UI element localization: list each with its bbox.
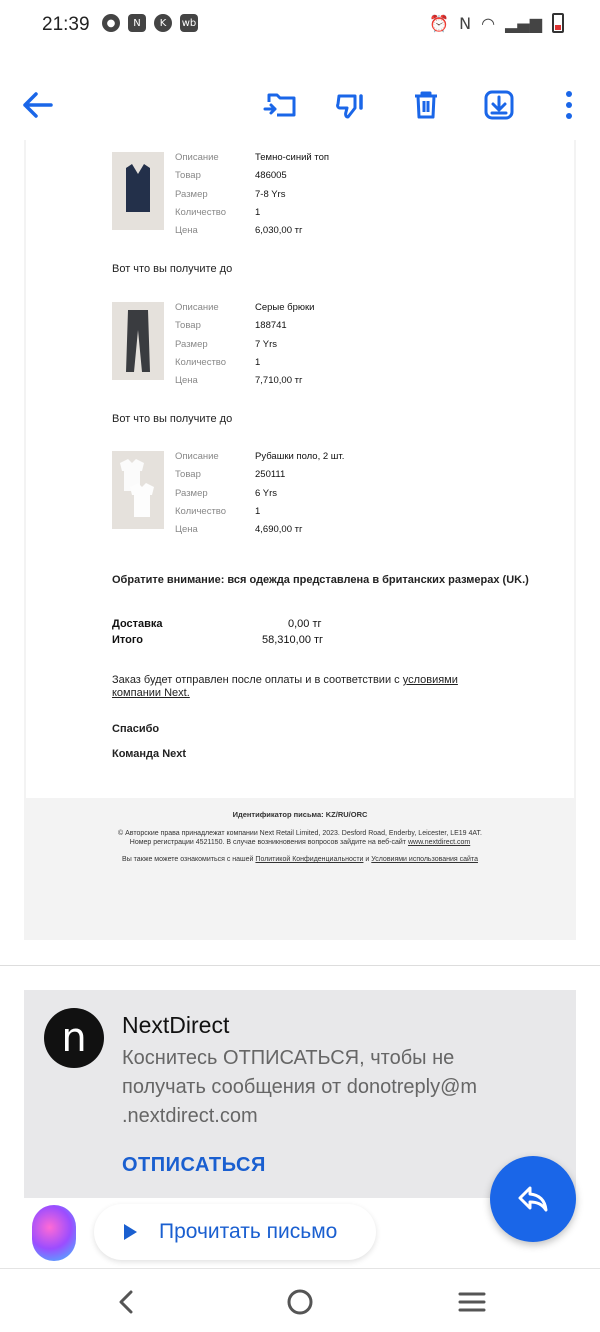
sender-name: NextDirect <box>122 1012 230 1038</box>
unsubscribe-button[interactable]: ОТПИСАТЬСЯ <box>122 1154 266 1176</box>
item-details: Описание Темно-синий топ Товар 486005 Размер 7-8 Yrs Количество 1 Цена 6,030,00 тг <box>175 152 329 243</box>
policy-text: Вы также можете ознакомиться с нашей Политикой Конфиденциальности и Условиями использования сайта <box>122 856 478 863</box>
spam-button[interactable] <box>328 82 374 128</box>
item-description: Рубашки поло, 2 шт. <box>255 451 345 462</box>
shipping-note: Заказ будет отправлен после оплаты и в соответствии с условиями компании Next. <box>112 674 458 699</box>
item-price: 7,710,00 тг <box>255 375 303 387</box>
delete-button[interactable] <box>403 82 449 128</box>
chat-icon: ● <box>102 14 120 32</box>
more-vertical-icon <box>565 90 573 120</box>
item-description: Темно-синий топ <box>255 152 330 163</box>
delivery-value: 0,00 тг <box>288 618 322 630</box>
trash-icon <box>412 90 440 120</box>
arrow-left-icon <box>22 91 54 119</box>
item-details: Описание Серые брюки Товар 188741 Размер 7 Yrs Количество 1 Цена 7,710,00 тг <box>175 302 315 393</box>
order-item <box>112 302 532 387</box>
system-icons <box>429 13 564 33</box>
website-link[interactable]: www.nextdirect.com <box>407 839 471 846</box>
signal-icon: ▂▄▆ <box>505 13 542 33</box>
move-button[interactable] <box>257 82 303 128</box>
item-description: Серые брюки <box>255 302 315 313</box>
product-image-top <box>112 152 164 230</box>
archive-button[interactable] <box>476 82 522 128</box>
item-sku: 250111 <box>255 469 286 481</box>
section-caption: Вот что вы получите до <box>112 263 233 275</box>
delivery-row <box>112 618 322 630</box>
total-row <box>112 634 324 646</box>
read-aloud-button[interactable] <box>94 1204 376 1260</box>
signature: Команда Next <box>112 748 187 760</box>
reply-icon <box>517 1185 549 1213</box>
nfc-icon: N <box>459 13 472 33</box>
back-button[interactable] <box>15 82 61 128</box>
divider <box>0 965 600 966</box>
read-aloud-label: Прочитать письмо <box>159 1220 338 1243</box>
copyright-text: © Авторские права принадлежат компании Next Retail Limited, 2023. Desford Road, Enderby, Leicester, LE19 4AT. <box>118 830 482 837</box>
unsubscribe-text: Коснитесь ОТПИСАТЬСЯ, чтобы не получать сообщения от donotreply@m .nextdirect.com <box>122 1047 478 1127</box>
thanks-text: Спасибо <box>112 723 160 735</box>
download-box-icon <box>483 89 515 121</box>
order-item <box>112 451 532 536</box>
item-size: 7 Yrs <box>255 338 278 350</box>
thumbs-down-icon <box>335 90 367 120</box>
email-content <box>26 140 574 798</box>
alarm-icon: ⏰ <box>429 13 450 33</box>
total-value: 58,310,00 тг <box>262 634 324 646</box>
system-nav-bar <box>0 1270 600 1332</box>
item-sku: 486005 <box>255 170 287 182</box>
email-body <box>24 140 576 940</box>
item-quantity: 1 <box>255 356 261 368</box>
item-quantity: 1 <box>255 505 261 517</box>
section-caption: Вот что вы получите до <box>112 413 233 425</box>
reply-button[interactable] <box>490 1156 576 1242</box>
app-icon: K <box>154 14 172 32</box>
privacy-policy-link[interactable]: Политикой Конфиденциальности <box>255 856 364 863</box>
order-item <box>112 152 532 237</box>
wb-icon: wb <box>180 14 198 32</box>
email-footer <box>24 810 576 864</box>
sender-avatar: n <box>44 1008 104 1068</box>
home-circle-icon <box>286 1288 314 1316</box>
product-image-trousers <box>112 302 164 380</box>
play-icon <box>124 1224 137 1240</box>
terms-of-use-link[interactable]: Условиями использования сайта <box>371 856 478 863</box>
item-price: 4,690,00 тг <box>255 524 303 536</box>
item-size: 6 Yrs <box>255 487 278 499</box>
registration-text: Номер регистрации 4521150. В случае возникновения вопросов зайдите на веб-сайт www.nextdirect.com <box>129 839 471 846</box>
status-bar <box>0 0 600 52</box>
item-details: Описание Рубашки поло, 2 шт. Товар 250111 Размер 6 Yrs Количество 1 Цена 4,690,00 тг <box>175 451 344 542</box>
nav-recents-button[interactable] <box>452 1282 492 1322</box>
item-size: 7-8 Yrs <box>255 188 286 200</box>
delivery-label: Доставка <box>112 618 163 630</box>
product-image-polo <box>112 451 164 529</box>
status-time: 21:39 <box>42 14 90 35</box>
nav-divider <box>0 1268 600 1269</box>
terms-link[interactable]: условиями компании Next. <box>112 674 458 699</box>
email-id: Идентификатор письма: KZ/RU/ORC <box>232 810 368 819</box>
total-label: Итого <box>112 634 144 646</box>
item-sku: 188741 <box>255 320 287 332</box>
nav-home-button[interactable] <box>280 1282 320 1322</box>
nav-back-button[interactable] <box>106 1282 146 1322</box>
more-menu-button[interactable] <box>546 82 592 128</box>
item-quantity: 1 <box>255 206 261 218</box>
unsubscribe-banner <box>24 990 576 1198</box>
move-folder-icon <box>263 90 297 120</box>
sizing-notice: Обратите внимание: вся одежда представлена в британских размерах (UK.) <box>112 574 529 586</box>
chevron-left-icon <box>116 1289 136 1315</box>
menu-lines-icon <box>458 1291 486 1313</box>
item-price: 6,030,00 тг <box>255 225 303 237</box>
wifi-icon: ◠ <box>481 13 496 33</box>
battery-icon <box>552 13 564 33</box>
assistant-orb-icon[interactable] <box>32 1205 76 1261</box>
toolbar <box>0 72 600 138</box>
n-app-icon: N <box>128 14 146 32</box>
notification-icons <box>102 14 198 32</box>
